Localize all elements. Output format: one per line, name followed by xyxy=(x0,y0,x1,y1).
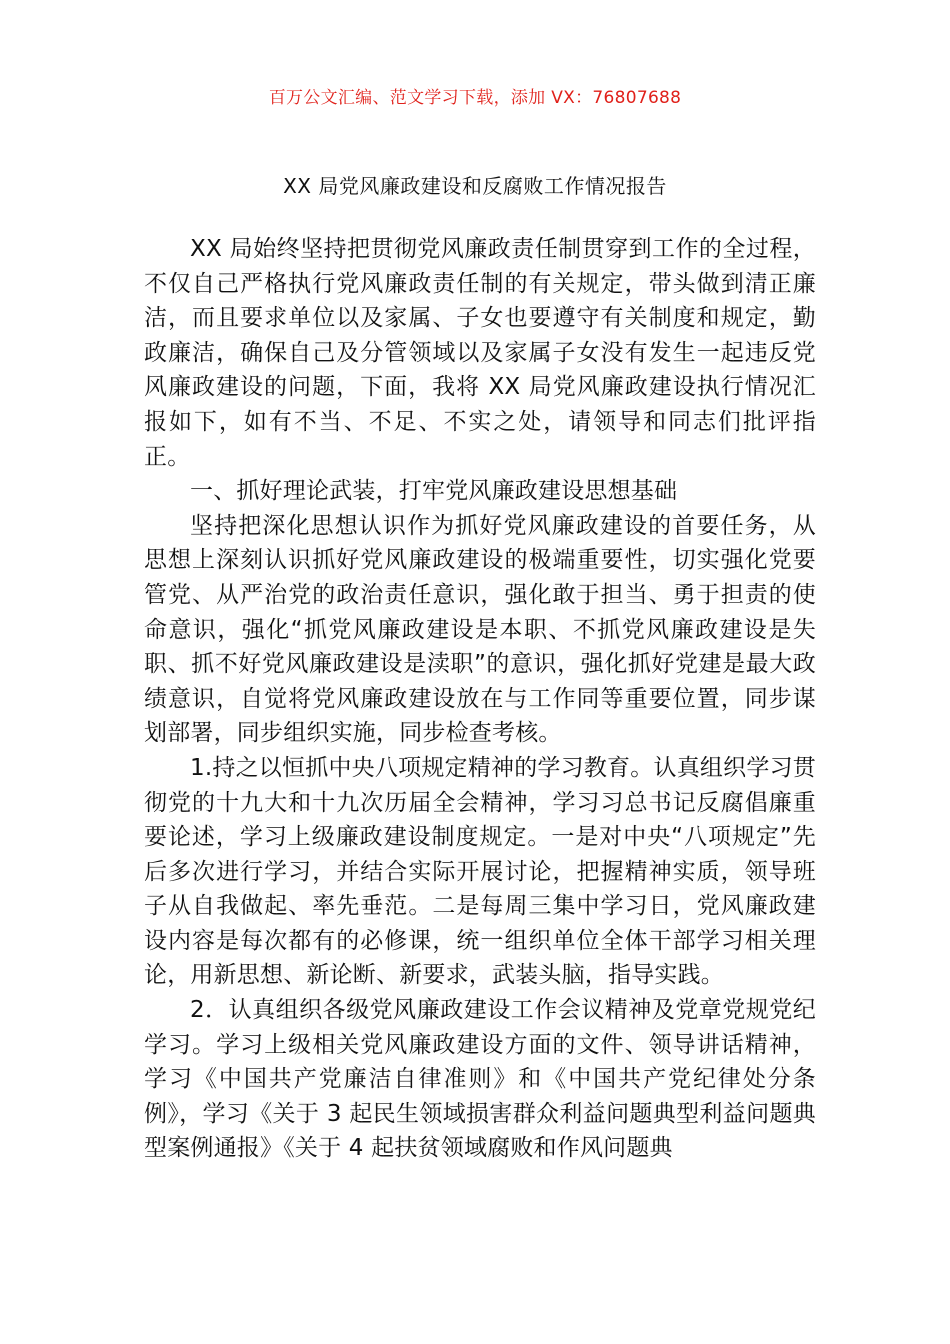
paragraph-item-2: 2．认真组织各级党风廉政建设工作会议精神及党章党规党纪学习。学习上级相关党风廉政建设方面的文件、领导讲话精神，学习《中国共产党廉洁自律准则》和《中国共产党纪律处分条例》，学习《关于 3 起民生领域损害群众利益问题典型利益问题典型案例通报》《关于 4 起扶贫领域腐败和作风问题典 xyxy=(144,997,816,1162)
document-title: XX 局党风廉政建设和反腐败工作情况报告 xyxy=(283,174,667,198)
paragraph-intro: XX 局始终坚持把贯彻党风廉政责任制贯穿到工作的全过程，不仅自己严格执行党风廉政责任制的有关规定，带头做到清正廉洁，而且要求单位以及家属、子女也要遵守有关制度和规定，勤政廉洁，确保自己及分管领域以及家属子女没有发生一起违反党风廉政建设的问题，下面，我将 XX 局党风廉政建设执行情况汇报如下，如有不当、不足、不实之处，请领导和同志们批评指正。 xyxy=(144,236,816,470)
paragraph-section-1: 坚持把深化思想认识作为抓好党风廉政建设的首要任务，从思想上深刻认识抓好党风廉政建设的极端重要性，切实强化党要管党、从严治党的政治责任意识，强化敢于担当、勇于担责的使命意识，强化“抓党风廉政建设是本职、不抓党风廉政建设是失职、抓不好党风廉政建设是渎职”的意识，强化抓好党建是最大政绩意识，自觉将党风廉政建设放在与工作同等重要位置，同步谋划部署，同步组织实施，同步检查考核。 xyxy=(144,512,816,747)
watermark-header: 百万公文汇编、范文学习下载，添加 VX：76807688 xyxy=(268,88,682,108)
document-body xyxy=(144,232,816,1166)
paragraph-item-1: 1.持之以恒抓中央八项规定精神的学习教育。认真组织学习贯彻党的十九大和十九次历届全会精神，学习习总书记反腐倡廉重要论述，学习上级廉政建设制度规定。一是对中央“八项规定”先后多次进行学习，并结合实际开展讨论，把握精神实质，领导班子从自我做起、率先垂范。二是每周三集中学习日，党风廉政建设内容是每次都有的必修课，统一组织单位全体干部学习相关理论，用新思想、新论断、新要求，武装头脑，指导实践。 xyxy=(144,754,816,989)
section-heading-1: 一、抓好理论武装，打牢党风廉政建设思想基础 xyxy=(190,478,678,505)
